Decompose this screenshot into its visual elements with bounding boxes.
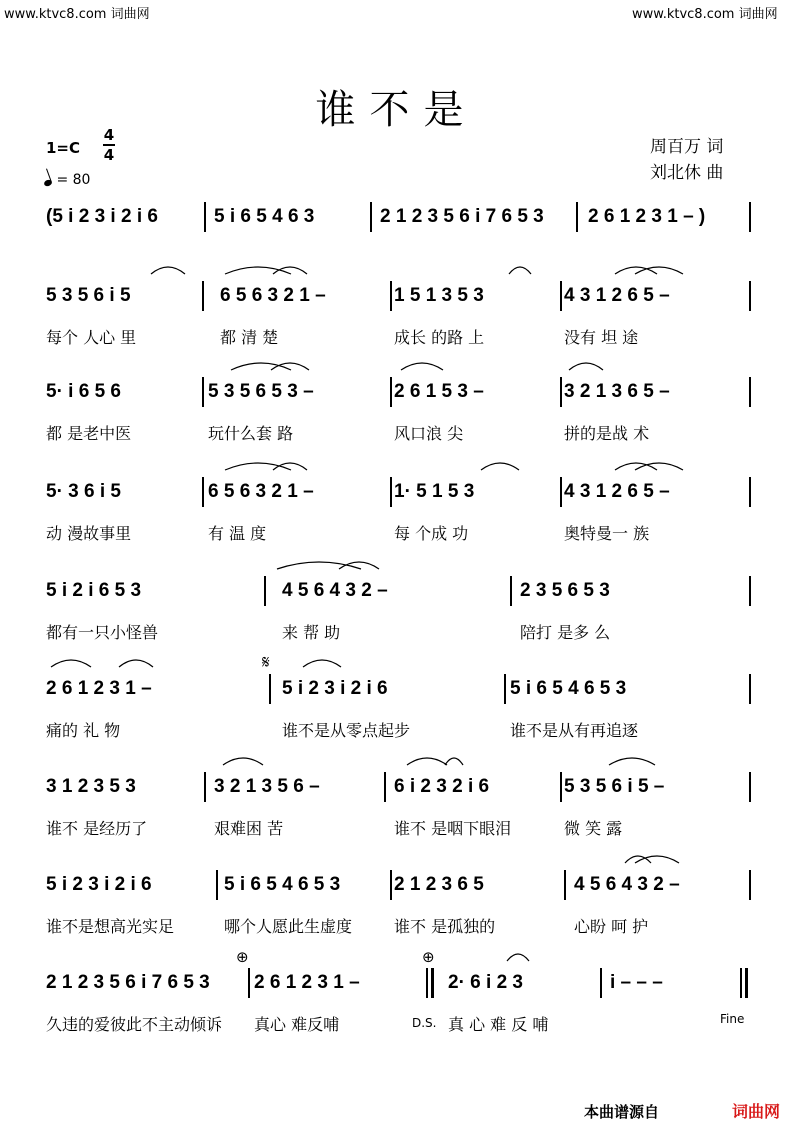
barline	[202, 477, 204, 507]
measure-lyrics: 谁不是想高光实足	[46, 917, 175, 936]
barline	[384, 772, 386, 802]
notes-line	[44, 972, 756, 1000]
measure-lyrics: 没有 坦 途	[564, 328, 639, 347]
measure-notes: 4 5 6 4 3 2 –	[574, 874, 680, 895]
barline	[390, 281, 392, 311]
barline	[269, 674, 271, 704]
measure-notes: 6 5 6 3 2 1 –	[208, 481, 314, 502]
barline	[749, 870, 751, 900]
barline	[202, 281, 204, 311]
double-barline	[426, 968, 435, 998]
measure-notes: 5· i 6 5 6	[46, 381, 121, 402]
barline	[749, 674, 751, 704]
measure-notes: 4 3 1 2 6 5 –	[564, 285, 670, 306]
measure-notes: 2· 6 i 2 3	[448, 972, 523, 993]
measure-lyrics: 都有一只小怪兽	[46, 623, 159, 642]
barline	[749, 281, 751, 311]
measure-lyrics: 都 是老中医	[46, 424, 132, 443]
tempo-value: = 80	[56, 172, 91, 188]
watermark-left: www.ktvc8.com 词曲网	[4, 7, 150, 22]
segno-sign: 𝄋	[262, 652, 270, 673]
measure-notes: 4 3 1 2 6 5 –	[564, 481, 670, 502]
barline	[390, 477, 392, 507]
measure-notes: 2 6 1 2 3 1 –	[46, 678, 152, 699]
measure-notes: 3 2 1 3 6 5 –	[564, 381, 670, 402]
barline	[370, 202, 372, 232]
dal-segno-mark: D.S.	[412, 1016, 437, 1030]
measure-notes: 5 3 5 6 i 5 –	[564, 776, 665, 797]
notes-line	[44, 874, 756, 902]
barline	[564, 870, 566, 900]
measure-lyrics: 心盼 呵 护	[574, 917, 649, 936]
measure-notes: i – – –	[610, 972, 663, 993]
measure-notes: 5 i 2 i 6 5 3	[46, 580, 142, 601]
measure-notes: 2 1 2 3 6 5	[394, 874, 484, 895]
measure-lyrics: 每个 人心 里	[46, 328, 137, 347]
source-text: 本曲谱源自	[584, 1103, 660, 1121]
barline	[204, 202, 206, 232]
measure-lyrics: 来 帮 助	[282, 623, 341, 642]
measure-lyrics: 痛的 礼 物	[46, 721, 121, 740]
measure-notes: 2 6 1 2 3 1 –	[254, 972, 360, 993]
measure-lyrics: 拼的是战 术	[564, 424, 650, 443]
barline	[202, 377, 204, 407]
measure-notes: 5 i 6 5 4 6 3	[214, 206, 315, 227]
barline	[749, 202, 751, 232]
barline	[749, 477, 751, 507]
barline	[390, 870, 392, 900]
barline	[600, 968, 602, 998]
measure-lyrics: 陪打 是多 么	[520, 623, 611, 642]
composer-credit: 刘北休 曲	[650, 163, 724, 183]
measure-notes: 4 5 6 4 3 2 –	[282, 580, 388, 601]
notes-line	[44, 776, 756, 804]
measure-lyrics: 真 心 难 反 哺	[448, 1015, 549, 1034]
notes-line	[44, 580, 756, 608]
measure-lyrics: 都 清 楚	[220, 328, 279, 347]
measure-notes: 1· 5 1 5 3	[394, 481, 475, 502]
barline	[560, 772, 562, 802]
measure-lyrics: 微 笑 露	[564, 819, 623, 838]
measure-lyrics: 玩什么套 路	[208, 424, 294, 443]
watermark-right: www.ktvc8.com 词曲网	[632, 7, 778, 22]
measure-lyrics: 谁不 是经历了	[46, 819, 148, 838]
measure-notes: 2 6 1 2 3 1 – )	[588, 206, 706, 227]
barline	[749, 576, 751, 606]
measure-notes: 2 1 2 3 5 6 i 7 6 5 3	[46, 972, 210, 993]
measure-notes: (5 i 2 3 i 2 i 6	[46, 206, 158, 227]
barline	[216, 870, 218, 900]
measure-notes: 5 i 6 5 4 6 5 3	[224, 874, 341, 895]
barline	[504, 674, 506, 704]
measure-lyrics: 谁不是从零点起步	[282, 721, 411, 740]
measure-lyrics: 每 个成 功	[394, 524, 469, 543]
notes-line	[44, 206, 756, 234]
barline	[749, 377, 751, 407]
measure-notes: 3 1 2 3 5 3	[46, 776, 136, 797]
notes-line	[44, 678, 756, 706]
barline	[749, 772, 751, 802]
measure-notes: 2 1 2 3 5 6 i 7 6 5 3	[380, 206, 544, 227]
measure-lyrics: 风口浪 尖	[394, 424, 464, 443]
time-denominator: 4	[103, 146, 115, 164]
measure-notes: 6 i 2 3 2 i 6	[394, 776, 490, 797]
measure-lyrics: 成长 的路 上	[394, 328, 485, 347]
notes-line	[44, 481, 756, 509]
measure-notes: 2 6 1 5 3 –	[394, 381, 484, 402]
measure-notes: 5· 3 6 i 5	[46, 481, 121, 502]
time-numerator: 4	[103, 126, 115, 144]
measure-lyrics: 艰难困 苦	[214, 819, 284, 838]
measure-lyrics: 谁不 是孤独的	[394, 917, 496, 936]
measure-lyrics: 奥特曼一 族	[564, 524, 650, 543]
measure-lyrics: 谁不 是咽下眼泪	[394, 819, 512, 838]
notes-line	[44, 381, 756, 409]
measure-notes: 1 5 1 3 5 3	[394, 285, 484, 306]
measure-notes: 5 i 2 3 i 2 i 6	[46, 874, 152, 895]
coda-sign: ⊕	[422, 948, 435, 966]
measure-lyrics: 有 温 度	[208, 524, 267, 543]
lyricist-credit: 周百万 词	[650, 137, 724, 157]
measure-notes: 5 i 6 5 4 6 5 3	[510, 678, 627, 699]
measure-lyrics: 久违的爱彼此不主动倾诉	[46, 1015, 223, 1034]
tempo-marking	[44, 172, 90, 188]
barline	[204, 772, 206, 802]
double-barline	[740, 968, 749, 998]
time-signature	[102, 126, 116, 164]
barline	[510, 576, 512, 606]
measure-notes: 5 3 5 6 5 3 –	[208, 381, 314, 402]
measure-lyrics: 真心 难反哺	[254, 1015, 340, 1034]
barline	[390, 377, 392, 407]
barline	[576, 202, 578, 232]
quarter-note-icon	[43, 179, 53, 187]
song-title: 谁不是	[315, 87, 478, 133]
notes-line	[44, 285, 756, 313]
measure-lyrics: 谁不是从有再追逐	[510, 721, 639, 740]
site-logo: 词曲网	[732, 1102, 781, 1121]
measure-notes: 2 3 5 6 5 3	[520, 580, 610, 601]
measure-notes: 6 5 6 3 2 1 –	[220, 285, 326, 306]
measure-notes: 3 2 1 3 5 6 –	[214, 776, 320, 797]
barline	[560, 477, 562, 507]
barline	[560, 281, 562, 311]
coda-sign: ⊕	[236, 948, 249, 966]
barline	[264, 576, 266, 606]
barline	[560, 377, 562, 407]
measure-notes: 5 3 5 6 i 5	[46, 285, 131, 306]
fine-mark: Fine	[720, 1012, 745, 1026]
measure-lyrics: 哪个人愿此生虚度	[224, 917, 353, 936]
barline	[248, 968, 250, 998]
measure-notes: 5 i 2 3 i 2 i 6	[282, 678, 388, 699]
measure-lyrics: 动 漫故事里	[46, 524, 132, 543]
key-signature: 1=C	[46, 139, 81, 157]
